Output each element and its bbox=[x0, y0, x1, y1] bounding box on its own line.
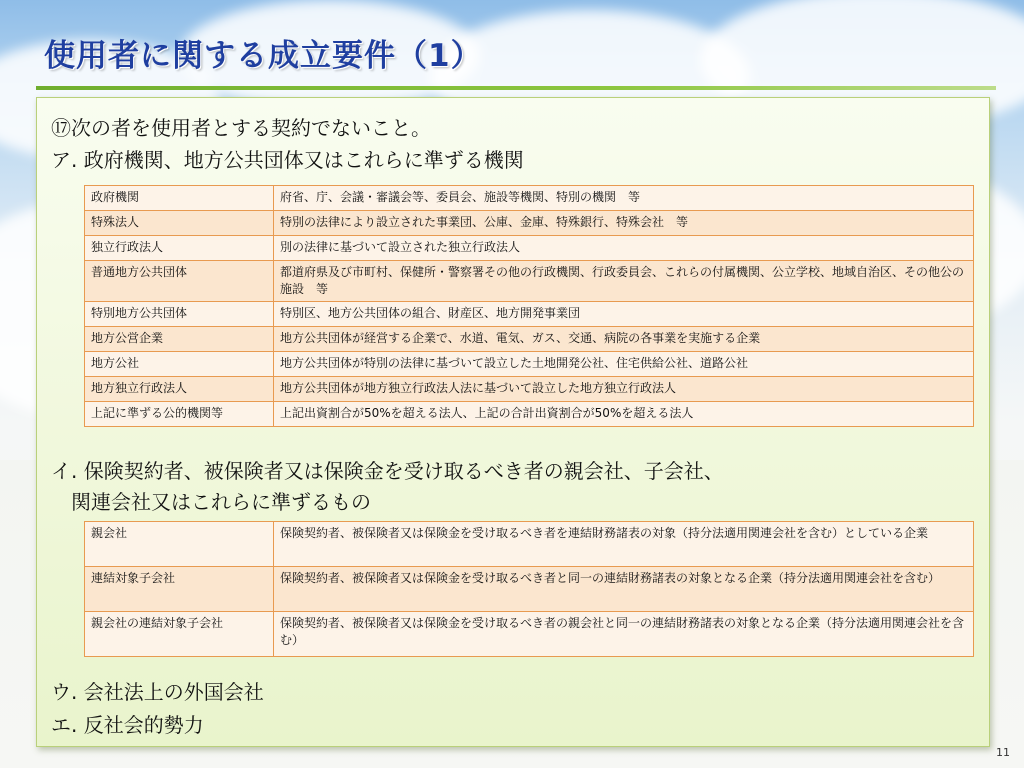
table-cell: 保険契約者、被保険者又は保険金を受け取るべき者を連結財務諸表の対象（持分法適用関連会社を含む）としている企業 bbox=[274, 522, 974, 567]
table-row bbox=[85, 352, 974, 377]
table-cell: 都道府県及び市町村、保健所・警察署その他の行政機関、行政委員会、これらの付属機関、公立学校、地域自治区、その他公の施設 等 bbox=[274, 261, 974, 302]
table-cell: 保険契約者、被保険者又は保険金を受け取るべき者の親会社と同一の連結財務諸表の対象となる企業（持分法適用関連会社を含む） bbox=[274, 612, 974, 657]
item-a-heading: ア. 政府機関、地方公共団体又はこれらに準ずる機関 bbox=[51, 148, 524, 172]
table-row bbox=[85, 261, 974, 302]
table-cell: 特別地方公共団体 bbox=[85, 302, 274, 327]
table-cell: 地方公営企業 bbox=[85, 327, 274, 352]
table-cell: 特別区、地方公共団体の組合、財産区、地方開発事業団 bbox=[274, 302, 974, 327]
table-cell: 政府機関 bbox=[85, 186, 274, 211]
table-row bbox=[85, 612, 974, 657]
item-e-heading: エ. 反社会的勢力 bbox=[51, 713, 204, 737]
table-cell: 特殊法人 bbox=[85, 211, 274, 236]
table-row bbox=[85, 236, 974, 261]
related-companies-table bbox=[84, 521, 974, 657]
table-cell: 独立行政法人 bbox=[85, 236, 274, 261]
table-cell: 特別の法律により設立された事業団、公庫、金庫、特殊銀行、特殊会社 等 bbox=[274, 211, 974, 236]
table-cell: 地方公共団体が特別の法律に基づいて設立した土地開発公社、住宅供給公社、道路公社 bbox=[274, 352, 974, 377]
table-cell: 地方公共団体が地方独立行政法人法に基づいて設立した地方独立行政法人 bbox=[274, 377, 974, 402]
table-cell: 親会社の連結対象子会社 bbox=[85, 612, 274, 657]
table-cell: 保険契約者、被保険者又は保険金を受け取るべき者と同一の連結財務諸表の対象となる企業（持分法適用関連会社を含む） bbox=[274, 567, 974, 612]
table-row bbox=[85, 302, 974, 327]
table-cell: 地方公社 bbox=[85, 352, 274, 377]
requirement-heading: ⑰次の者を使用者とする契約でないこと。 bbox=[51, 116, 431, 140]
table-cell: 上記出資割合が50%を超える法人、上記の合計出資割合が50%を超える法人 bbox=[274, 402, 974, 427]
table-row bbox=[85, 211, 974, 236]
table-cell: 普通地方公共団体 bbox=[85, 261, 274, 302]
content-panel bbox=[36, 97, 990, 747]
table-row bbox=[85, 377, 974, 402]
table-cell: 府省、庁、会議・審議会等、委員会、施設等機関、特別の機関 等 bbox=[274, 186, 974, 211]
table-row bbox=[85, 402, 974, 427]
table-row bbox=[85, 186, 974, 211]
public-bodies-table bbox=[84, 185, 974, 427]
table-cell: 地方公共団体が経営する企業で、水道、電気、ガス、交通、病院の各事業を実施する企業 bbox=[274, 327, 974, 352]
slide-title: 使用者に関する成立要件（1） bbox=[44, 38, 483, 74]
table-cell: 連結対象子会社 bbox=[85, 567, 274, 612]
table-cell: 別の法律に基づいて設立された独立行政法人 bbox=[274, 236, 974, 261]
table-row bbox=[85, 327, 974, 352]
item-i-heading-continued: 関連会社又はこれらに準ずるもの bbox=[71, 490, 371, 514]
table-row bbox=[85, 522, 974, 567]
item-u-heading: ウ. 会社法上の外国会社 bbox=[51, 680, 264, 704]
page-number: 11 bbox=[996, 746, 1010, 759]
item-i-heading: イ. 保険契約者、被保険者又は保険金を受け取るべき者の親会社、子会社、 bbox=[51, 459, 724, 483]
table-cell: 親会社 bbox=[85, 522, 274, 567]
table-cell: 地方独立行政法人 bbox=[85, 377, 274, 402]
table-row bbox=[85, 567, 974, 612]
title-underline bbox=[36, 86, 996, 90]
table-cell: 上記に準ずる公的機関等 bbox=[85, 402, 274, 427]
